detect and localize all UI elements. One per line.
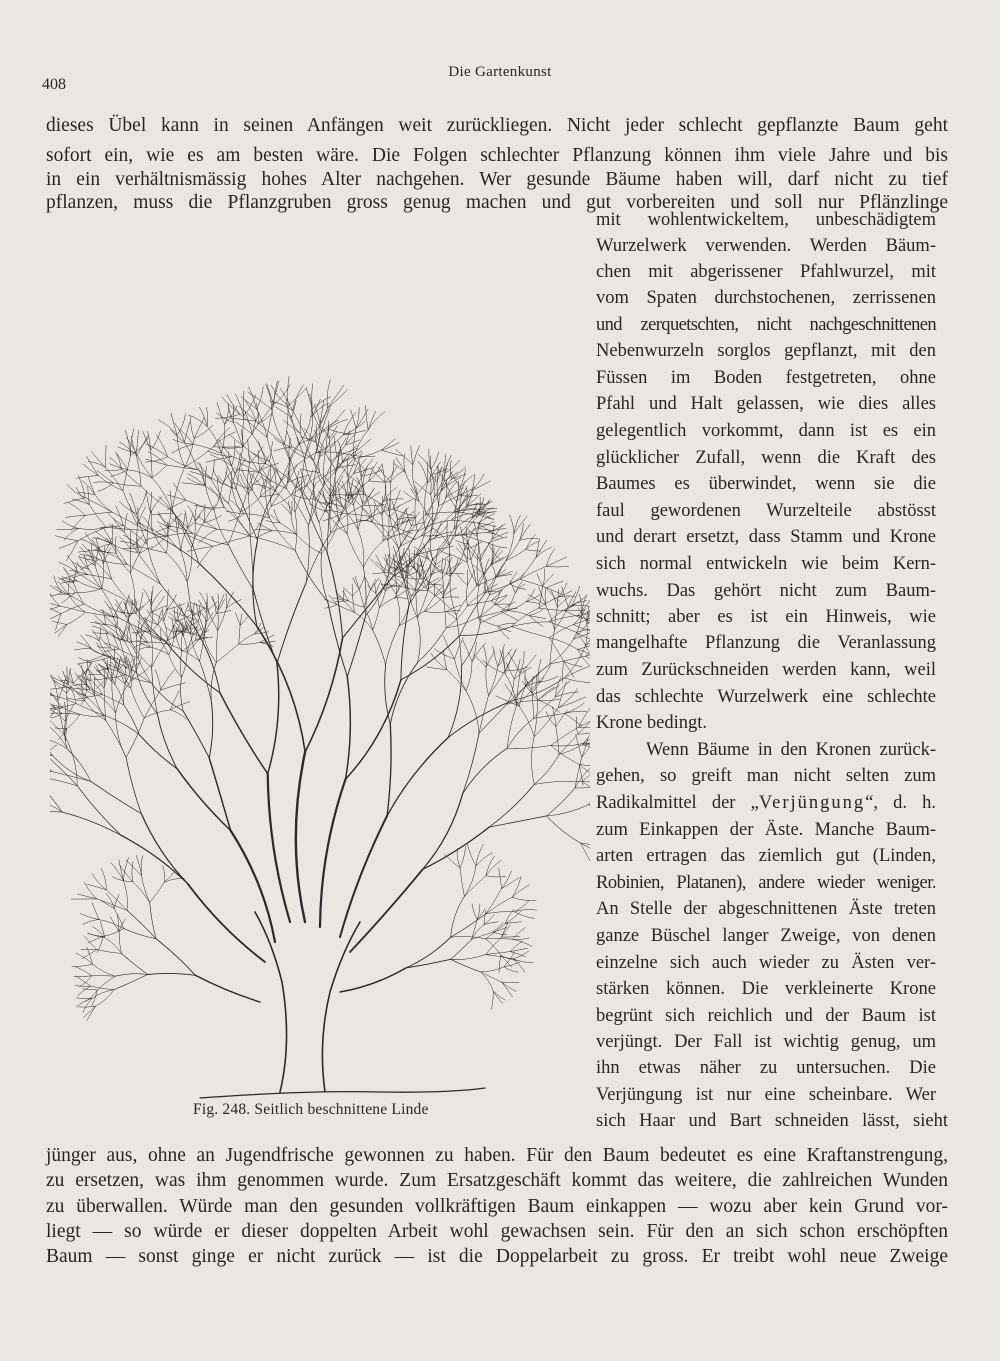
column-line: verjüngt. Der Fall ist wichtig genug, um [596, 1032, 936, 1052]
column-line [596, 793, 936, 814]
column-line: Baumes es überwindet, wenn sie die [596, 474, 936, 494]
column-line: An Stelle der abgeschnittenen Äste treten [596, 899, 936, 919]
body-text-line: zu überwallen. Würde man den gesunden vollkräftigen Baum einkappen — wozu aber kein Grund vor- [46, 1196, 948, 1217]
body-text-line: sofort ein, wie es am besten wäre. Die Folgen schlechter Pflanzung können ihm viele Jahre und bis [46, 145, 948, 166]
column-line: ihn etwas näher zu untersuchen. Die [596, 1058, 936, 1078]
running-head: Die Gartenkunst [448, 64, 552, 80]
column-line: wuchs. Das gehört nicht zum Baum- [596, 581, 936, 601]
column-line: vom Spaten durchstochenen, zerrissenen [596, 288, 936, 308]
body-text-line: in ein verhältnismässig hohes Alter nachgehen. Wer gesunde Bäume haben will, darf nicht zu tief [46, 169, 948, 190]
column-line: und zerquetschten, nicht nachgeschnittenen [596, 315, 936, 335]
column-line: Pfahl und Halt gelassen, wie dies alles [596, 394, 936, 414]
emphasized-term: Verjüngung [758, 793, 866, 813]
column-line: glücklicher Zufall, wenn die Kraft des [596, 448, 936, 468]
text-run: Radikalmittel der „ [596, 793, 759, 813]
body-text-line: Baum — sonst ginge er nicht zurück — ist die Doppelarbeit zu gross. Er treibt wohl neue Zweige [46, 1246, 948, 1267]
column-line: zum Einkappen der Äste. Manche Baum- [596, 820, 936, 840]
column-line: zum Zurückschneiden werden kann, weil [596, 660, 936, 680]
column-line: sich normal entwickeln wie beim Kern- [596, 554, 936, 574]
column-line: gelegentlich vorkommt, dann ist es ein [596, 421, 936, 441]
column-line: ganze Büschel langer Zweige, von denen [596, 926, 936, 946]
column-line: sich Haar und Bart schneiden lässt, sieht [596, 1111, 948, 1131]
column-line: gehen, so greift man nicht selten zum [596, 766, 936, 786]
column-line: Wurzelwerk verwenden. Werden Bäum- [596, 236, 936, 256]
column-line: mangelhafte Pflanzung die Veranlassung [596, 633, 936, 653]
column-line: einzelne sich auch wieder zu Ästen ver- [596, 953, 936, 973]
column-line: und derart ersetzt, dass Stamm und Krone [596, 527, 936, 547]
figure-caption: Fig. 248. Seitlich beschnittene Linde [193, 1101, 429, 1118]
column-line: stärken können. Die verkleinerte Krone [596, 979, 936, 999]
tree-illustration [50, 222, 590, 1102]
column-line: Nebenwurzeln sorglos gepflanzt, mit den [596, 341, 936, 361]
column-line: Robinien, Platanen), andere wieder weniger. [596, 873, 936, 893]
column-line: chen mit abgerissener Pfahlwurzel, mit [596, 262, 936, 282]
column-line: Verjüngung ist nur eine scheinbare. Wer [596, 1085, 936, 1105]
text-run: “, d. h. [865, 793, 936, 813]
page-number: 408 [42, 76, 66, 93]
body-text-line: jünger aus, ohne an Jugendfrische gewonnen zu haben. Für den Baum bedeutet es eine Kraftanstrengung, [46, 1145, 948, 1166]
column-line: das schlechte Wurzelwerk eine schlechte [596, 687, 936, 707]
column-line: Füssen im Boden festgetreten, ohne [596, 368, 936, 388]
column-line: Krone bedingt. [596, 713, 707, 733]
column-line: schnitt; aber es ist ein Hinweis, wie [596, 607, 936, 627]
column-line: arten ertragen das ziemlich gut (Linden, [596, 846, 936, 866]
column-line: faul gewordenen Wurzelteile abstösst [596, 501, 936, 521]
body-text-line: dieses Übel kann in seinen Anfängen weit zurückliegen. Nicht jeder schlecht gepflanzte Baum geht [46, 115, 948, 136]
column-line: mit wohlentwickeltem, unbeschädigtem [596, 210, 936, 230]
column-line: Wenn Bäume in den Kronen zurück- [646, 740, 936, 760]
body-text-line: zu ersetzen, was ihm genommen wurde. Zum Ersatzgeschäft kommt das weitere, die zahlreichen Wunden [46, 1170, 948, 1191]
body-text-line: liegt — so würde er dieser doppelten Arbeit wohl gewachsen sein. Für den an sich schon erschöpften [46, 1221, 948, 1242]
body-text-line: pflanzen, muss die Pflanzgruben gross genug machen und gut vorbereiten und soll nur Pflänzlinge [46, 192, 948, 213]
column-line: begrünt sich reichlich und der Baum ist [596, 1006, 936, 1026]
